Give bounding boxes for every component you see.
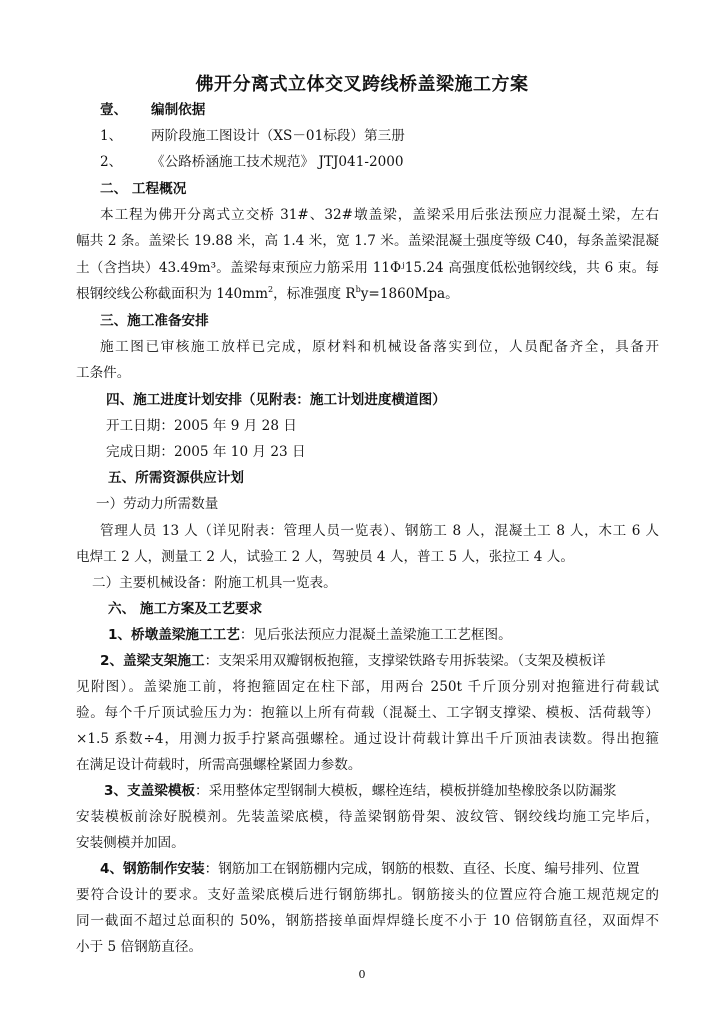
process-item-2-line-5: 在满足设计荷载时，所需高强螺栓紧固力参数。 xyxy=(76,757,362,773)
section-1-heading: 编制依据 xyxy=(151,102,206,118)
overview-line-2: 幅共 2 条。盖梁长 19.88 米，高 1.4 米，宽 1.7 米。盖梁混凝土强度等级 C40，每条盖梁混凝 xyxy=(76,233,659,249)
section-4-heading: 四、施工进度计划安排（见附表：施工计划进度横道图） xyxy=(106,392,446,408)
labor-line-2: 电焊工 2 人，测量工 2 人，试验工 2 人，驾驶员 4 人，普工 5 人，张拉工 4 人。 xyxy=(76,549,574,565)
process-item-4-label: 4、钢筋制作安装 xyxy=(100,861,205,877)
start-date: 开工日期：2005 年 9 月 28 日 xyxy=(106,418,297,434)
overview-line-3: 土（含挡块）43.49m³。盖梁每束预应力筋采用 11Φʲ15.24 高强度低松弛钢绞线，共 6 束。每 xyxy=(76,260,659,276)
basis-item-2-text: 《公路桥涵施工技术规范》 JTJ041-2000 xyxy=(151,154,404,170)
process-item-3-line-1 xyxy=(104,782,616,800)
process-item-4-line-3: 同一截面不超过总面积的 50%，钢筋搭接单面焊焊缝长度不小于 10 倍钢筋直径，双面焊不 xyxy=(76,913,659,929)
preparation-line-1: 施工图已审核施工放样已完成，原材料和机械设备落实到位，人员配备齐全，具备开 xyxy=(100,339,659,355)
process-item-2-line-3: 验。每个千斤顶试验压力为：抱箍以上所有荷载（混凝土、工字钢支撑梁、模板、活荷载等） xyxy=(76,705,659,721)
process-item-4-line-4: 小于 5 倍钢筋直径。 xyxy=(76,939,203,955)
area-unit-superscript: 2 xyxy=(268,285,274,294)
labor-line-1: 管理人员 13 人（详见附表：管理人员一览表）、钢筋工 8 人，混凝土工 8 人，木工 6 人 xyxy=(100,523,659,539)
overview-line-1: 本工程为佛开分离式立交桥 31#、32#墩盖梁，盖梁采用后张法预应力混凝土梁，左右 xyxy=(100,207,659,223)
process-item-4-text: ：钢筋加工在钢筋棚内完成，钢筋的根数、直径、长度、编号排列、位置 xyxy=(204,861,640,877)
process-item-3-line-3: 安装侧模并加固。 xyxy=(76,835,185,851)
process-item-2-line-2: 见附图）。盖梁施工前，将抱箍固定在柱下部，用两台 250t 千斤顶分别对抱箍进行荷载试 xyxy=(76,679,659,695)
end-date: 完成日期：2005 年 10 月 23 日 xyxy=(106,444,306,460)
process-item-3-label: 3、支盖梁模板 xyxy=(104,783,196,799)
process-item-2-label: 2、盖梁支架施工 xyxy=(100,653,205,669)
section-1-number: 壹、 xyxy=(100,102,128,118)
preparation-line-2: 工条件。 xyxy=(76,365,131,381)
section-2-heading: 二、 工程概况 xyxy=(100,181,187,197)
section-5-heading: 五、所需资源供应计划 xyxy=(108,470,244,486)
page-number: 0 xyxy=(358,968,366,981)
process-item-2-line-1 xyxy=(100,652,606,670)
overview-line-4 xyxy=(76,285,459,303)
overview-line-4-a: 根钢绞线公称截面积为 140mm xyxy=(76,286,268,302)
basis-item-1-number: 1、 xyxy=(100,128,123,144)
process-item-4-line-1 xyxy=(100,860,640,878)
process-item-4-line-2: 要符合设计的要求。支好盖梁底模后进行钢筋绑扎。钢筋接头的位置应符合施工规范规定的 xyxy=(76,887,659,903)
document-title: 佛开分离式立体交叉跨线桥盖梁施工方案 xyxy=(195,74,529,95)
process-item-1-label: 1、桥墩盖梁施工工艺 xyxy=(108,627,240,643)
basis-item-1-text: 两阶段施工图设计（XS－01标段）第三册 xyxy=(151,128,405,144)
process-item-3-text: ：采用整体定型钢制大模板，螺栓连结，模板拼缝加垫橡胶条以防漏浆 xyxy=(195,783,617,799)
process-item-1-text: ：见后张法预应力混凝土盖梁施工工艺框图。 xyxy=(239,627,512,643)
strength-superscript: b xyxy=(355,285,361,294)
process-item-1 xyxy=(108,626,512,644)
equipment-subheading: 二）主要机械设备：附施工机具一览表。 xyxy=(92,575,337,591)
overview-line-4-b: ，标准强度 R xyxy=(273,286,356,302)
section-3-heading: 三、施工准备安排 xyxy=(100,313,209,329)
section-6-heading: 六、 施工方案及工艺要求 xyxy=(108,601,263,617)
process-item-2-text: ：支架采用双瓣钢板抱箍，支撑梁铁路专用拆装梁。（支架及模板详 xyxy=(204,653,606,669)
labor-subheading: 一）劳动力所需数量 xyxy=(96,496,219,512)
process-item-3-line-2: 安装模板前涂好脱模剂。先装盖梁底模，待盖梁钢筋骨架、波纹管、钢绞线均施工完毕后， xyxy=(76,809,659,825)
basis-item-2-number: 2、 xyxy=(100,154,123,170)
process-item-2-line-4: ×1.5 系数÷4，用测力扳手拧紧高强螺栓。通过设计荷载计算出千斤顶油表读数。得出抱箍 xyxy=(76,731,659,747)
overview-line-4-c: y=1860Mpa。 xyxy=(360,286,459,302)
